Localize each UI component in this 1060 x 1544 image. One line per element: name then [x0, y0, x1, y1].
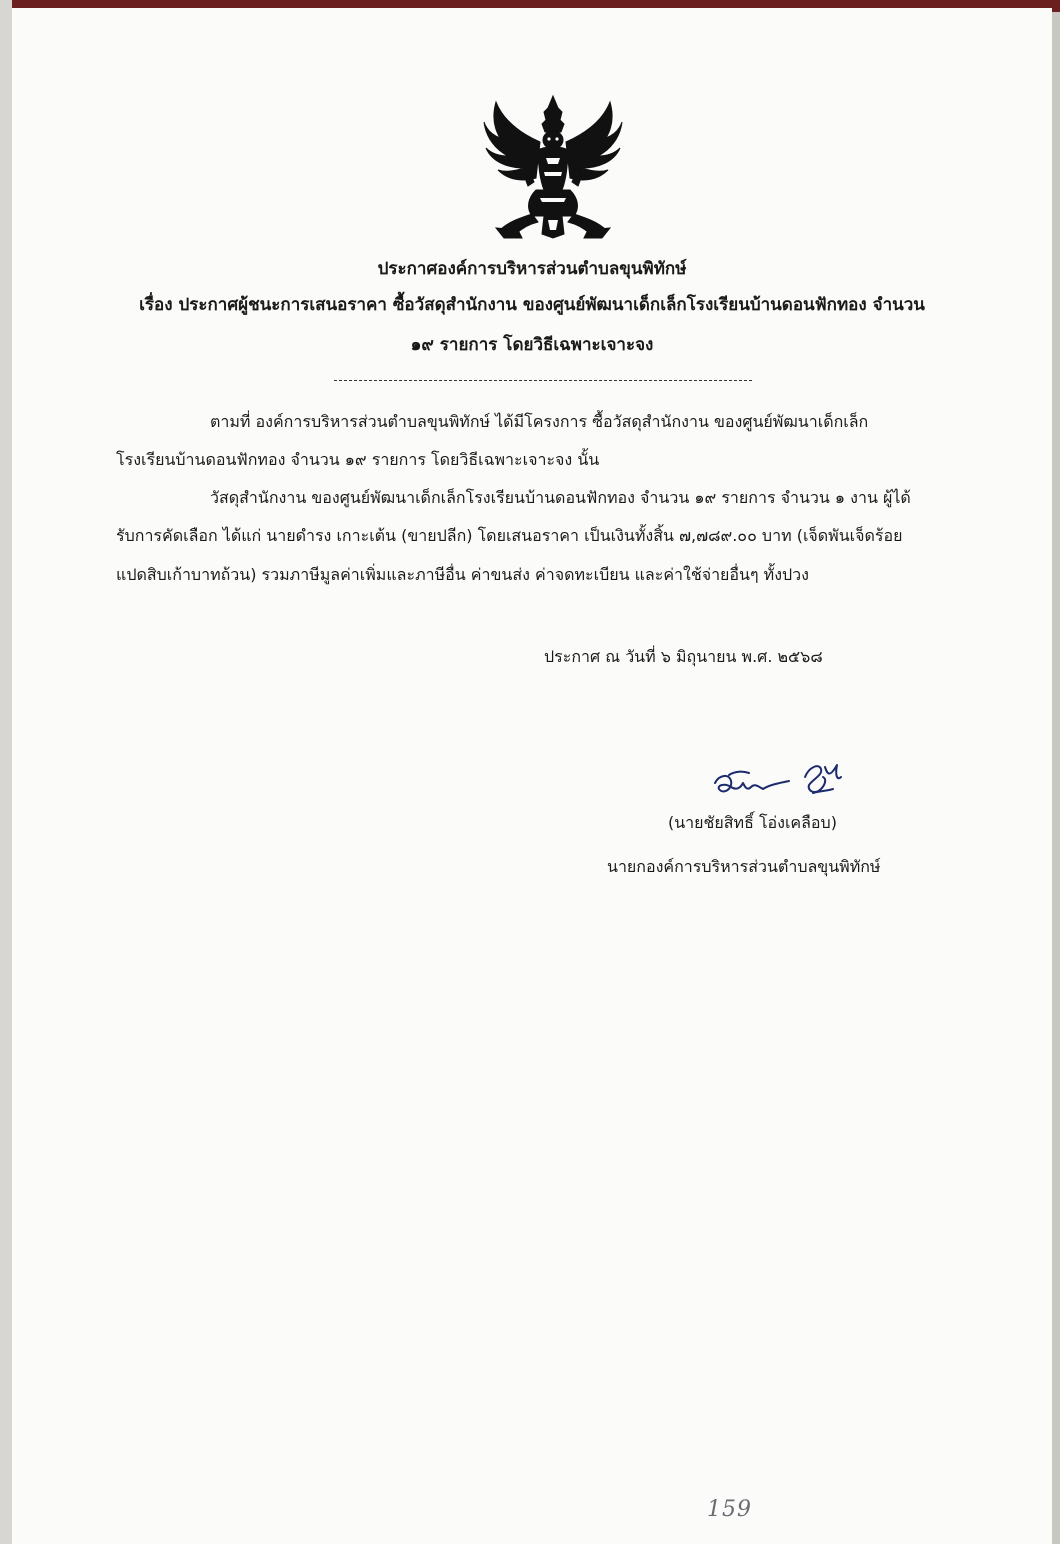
signer-position: นายกองค์การบริหารส่วนตำบลขุนพิทักษ์ [607, 857, 881, 876]
page-number: 159 [707, 1497, 752, 1522]
left-page-edge [0, 0, 12, 1544]
document-page [12, 8, 1052, 1544]
paragraph-2-line-2: รับการคัดเลือก ได้แก่ นายดำรง เกาะเต้น (ขายปลีก) โดยเสนอราคา เป็นเงินทั้งสิ้น ๗,๗๘๙.๐๐ บาท (เจ็ดพันเจ็ดร้อย [116, 526, 903, 545]
subject-line-2: ๑๙ รายการ โดยวิธีเฉพาะเจาะจง [410, 335, 654, 355]
announcement-date: ประกาศ ณ วันที่ ๖ มิถุนายน พ.ศ. ๒๕๖๘ [544, 647, 823, 666]
paragraph-2-line-3: แปดสิบเก้าบาทถ้วน) รวมภาษีมูลค่าเพิ่มและภาษีอื่น ค่าขนส่ง ค่าจดทะเบียน และค่าใช้จ่ายอื่นๆ ทั้งปวง [116, 565, 809, 584]
document-heading: ประกาศองค์การบริหารส่วนตำบลขุนพิทักษ์ [377, 259, 687, 279]
garuda-emblem-icon [482, 94, 624, 240]
paragraph-1-line-1: ตามที่ องค์การบริหารส่วนตำบลขุนพิทักษ์ ได้มีโครงการ ซื้อวัสดุสำนักงาน ของศูนย์พัฒนาเด็กเล็ก [210, 412, 869, 431]
subject-line-1: เรื่อง ประกาศผู้ชนะการเสนอราคา ซื้อวัสดุสำนักงาน ของศูนย์พัฒนาเด็กเล็กโรงเรียนบ้านดอนฟักทอง จำนวน [139, 295, 925, 315]
paragraph-2-line-1: วัสดุสำนักงาน ของศูนย์พัฒนาเด็กเล็กโรงเรียนบ้านดอนฟักทอง จำนวน ๑๙ รายการ จำนวน ๑ งาน ผู้ได้ [210, 488, 911, 507]
signer-name: (นายชัยสิทธิ์ โอ่งเคลือบ) [668, 813, 837, 832]
handwritten-signature-icon [709, 757, 845, 801]
heading-divider [334, 380, 752, 381]
paragraph-1-line-2: โรงเรียนบ้านดอนฟักทอง จำนวน ๑๙ รายการ โดยวิธีเฉพาะเจาะจง นั้น [116, 450, 600, 469]
